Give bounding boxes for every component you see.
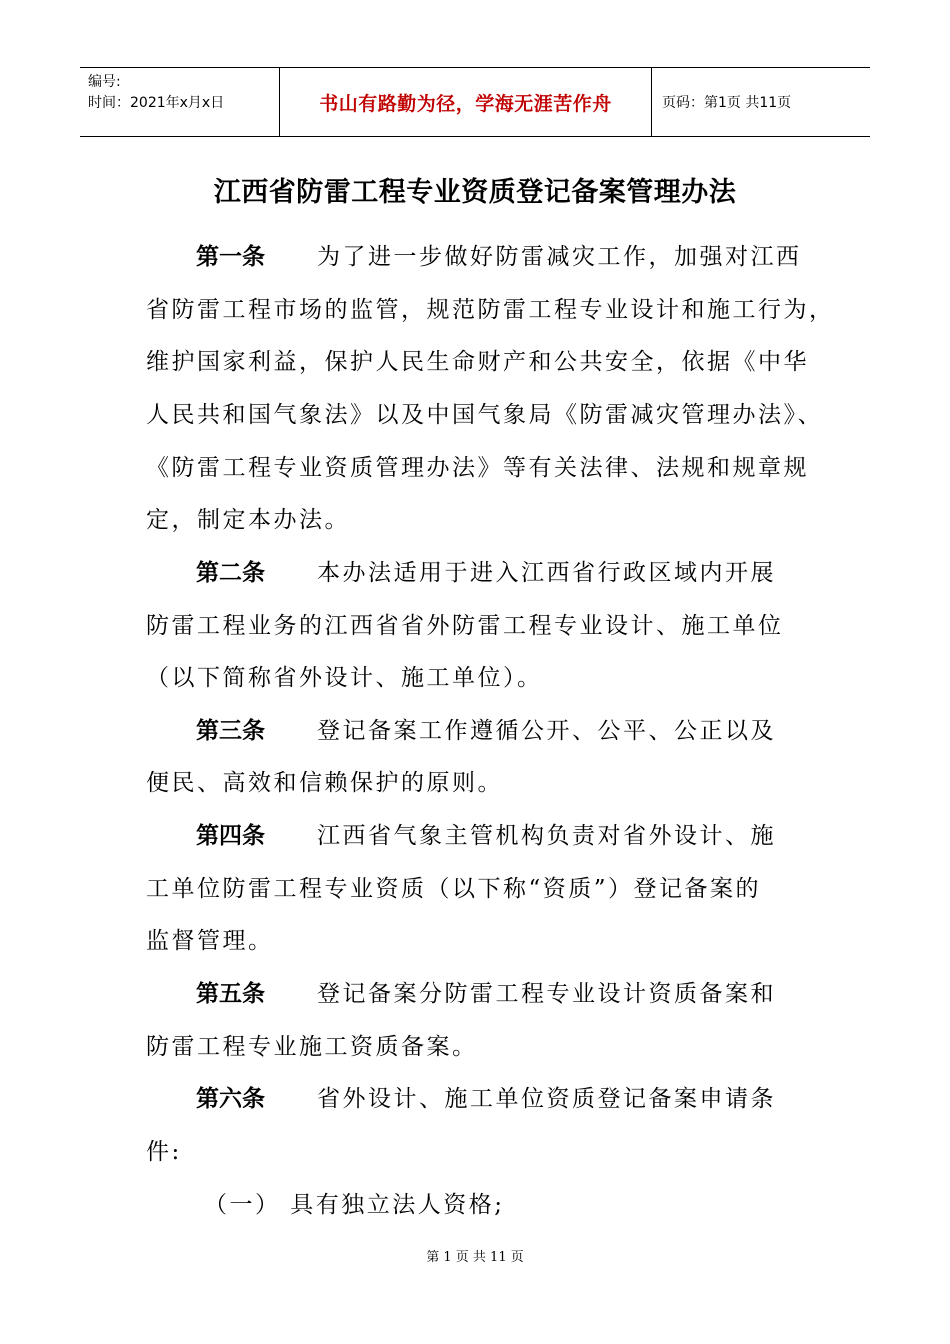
article-5-line-1: 登记备案分防雷工程专业设计资质备案和 (317, 981, 776, 1007)
motto: 书山有路勤为径，学海无涯苦作舟 (319, 92, 612, 115)
header-motto-cell (280, 68, 652, 136)
item-1: （一） 具有独立法人资格; (204, 1192, 505, 1218)
article-1-first-line (196, 240, 802, 274)
article-2-line-1: 本办法适用于进入江西省行政区域内开展 (317, 560, 776, 586)
article-5-line-2: 防雷工程专业施工资质备案。 (146, 1034, 478, 1060)
article-6-line-2: 件: (146, 1139, 182, 1165)
article-1-line-2: 省防雷工程市场的监管，规范防雷工程专业设计和施工行为， (146, 297, 835, 323)
article-1-line-5: 《防雷工程专业资质管理办法》等有关法律、法规和规章规 (146, 455, 809, 481)
article-5-heading: 第五条 (196, 981, 265, 1007)
article-4-line-1: 江西省气象主管机构负责对省外设计、施 (317, 823, 776, 849)
article-4-line-2: 工单位防雷工程专业资质（以下称“资质”）登记备案的 (146, 876, 762, 902)
article-4-first-line (196, 819, 776, 853)
article-3-heading: 第三条 (196, 718, 265, 744)
page-header (80, 67, 870, 137)
header-meta-cell (80, 68, 280, 136)
date-label: 时间：2021年x月x日 (88, 95, 225, 111)
article-4-heading: 第四条 (196, 823, 265, 849)
article-1-line-1: 为了进一步做好防雷减灾工作，加强对江西 (317, 244, 802, 270)
article-2-heading: 第二条 (196, 560, 265, 586)
article-3-first-line (196, 714, 776, 748)
serial-label: 编号: (88, 74, 121, 90)
article-6-first-line (196, 1082, 776, 1116)
article-1-heading: 第一条 (196, 244, 265, 270)
article-1-line-4: 人民共和国气象法》以及中国气象局《防雷减灾管理办法》、 (146, 402, 823, 428)
article-3-line-1: 登记备案工作遵循公开、公平、公正以及 (317, 718, 776, 744)
page-footer: 第 1 页 共 11 页 (426, 1250, 524, 1265)
article-1-line-6: 定，制定本办法。 (146, 507, 350, 533)
header-page-cell (652, 68, 870, 136)
article-6-heading: 第六条 (196, 1086, 265, 1112)
article-2-line-3: （以下简称省外设计、施工单位）。 (146, 665, 543, 691)
article-4-line-3: 监督管理。 (146, 928, 274, 954)
article-3-line-2: 便民、高效和信赖保护的原则。 (146, 770, 503, 796)
article-6-line-1: 省外设计、施工单位资质登记备案申请条 (317, 1086, 776, 1112)
article-2-line-2: 防雷工程业务的江西省省外防雷工程专业设计、施工单位 (146, 613, 784, 639)
article-5-first-line (196, 977, 776, 1011)
page-info: 页码：第1页 共11页 (662, 95, 792, 111)
article-2-first-line (196, 556, 776, 590)
article-1-line-3: 维护国家利益，保护人民生命财产和公共安全，依据《中华 (146, 349, 809, 375)
document-title: 江西省防雷工程专业资质登记备案管理办法 (213, 177, 737, 208)
